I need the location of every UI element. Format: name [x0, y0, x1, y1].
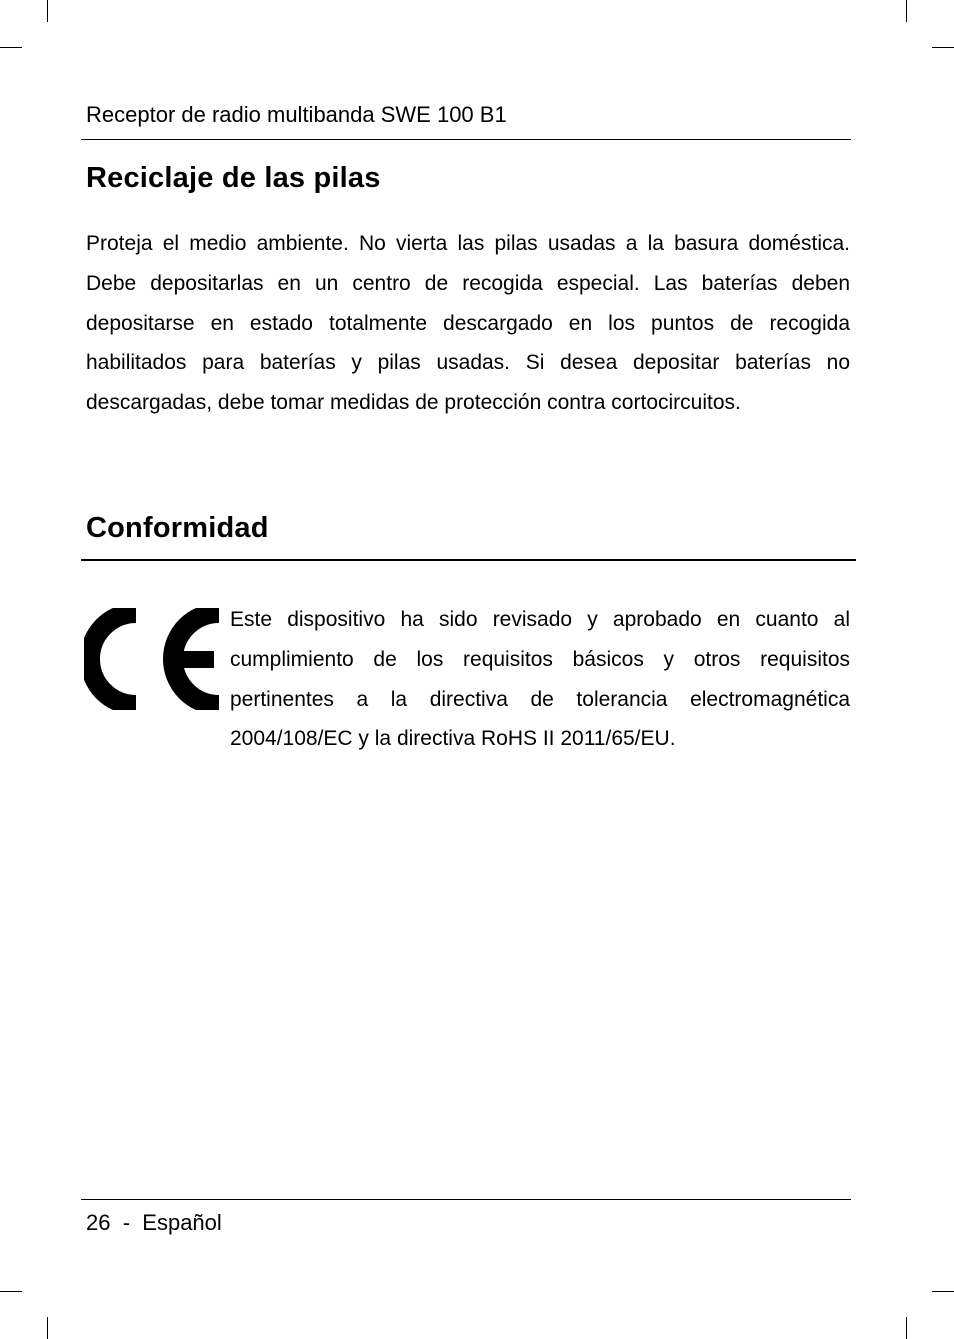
- header-rule: [81, 139, 851, 140]
- crop-mark: [0, 1291, 22, 1292]
- section-title-conformity: Conformidad: [86, 512, 269, 544]
- crop-mark: [47, 1317, 48, 1339]
- crop-mark: [906, 1317, 907, 1339]
- crop-mark: [47, 0, 48, 22]
- section-rule: [81, 559, 856, 561]
- ce-mark-icon: [84, 608, 224, 710]
- section-body-conformity: Este dispositivo ha sido revisado y aprobado en cuanto al cumplimiento de los requisitos básicos y otros requisitos pertinentes a la directiva de tolerancia electromagnética 2004/108/EC y la directiva RoHS II 2011/65/EU.: [230, 608, 850, 751]
- footer-language: Español: [142, 1210, 222, 1235]
- page-footer: [86, 1208, 222, 1238]
- section-body-recycling: Proteja el medio ambiente. No vierta las pilas usadas a la basura doméstica. Debe depositarlas en un centro de recogida especial. Las baterías deben depositarse en estado totalmente descargado en los puntos de recogida habilitados para baterías y pilas usadas. Si desea depositar baterías no descargadas, debe tomar medidas de protección contra cortocircuitos.: [86, 232, 850, 415]
- page-number: 26: [86, 1210, 111, 1235]
- crop-mark: [932, 47, 954, 48]
- crop-mark: [906, 0, 907, 22]
- footer-rule: [81, 1199, 851, 1200]
- crop-mark: [0, 47, 22, 48]
- section-title-recycling: Reciclaje de las pilas: [86, 162, 381, 194]
- footer-separator: -: [122, 1210, 131, 1235]
- running-header: Receptor de radio multibanda SWE 100 B1: [86, 102, 507, 127]
- crop-mark: [932, 1291, 954, 1292]
